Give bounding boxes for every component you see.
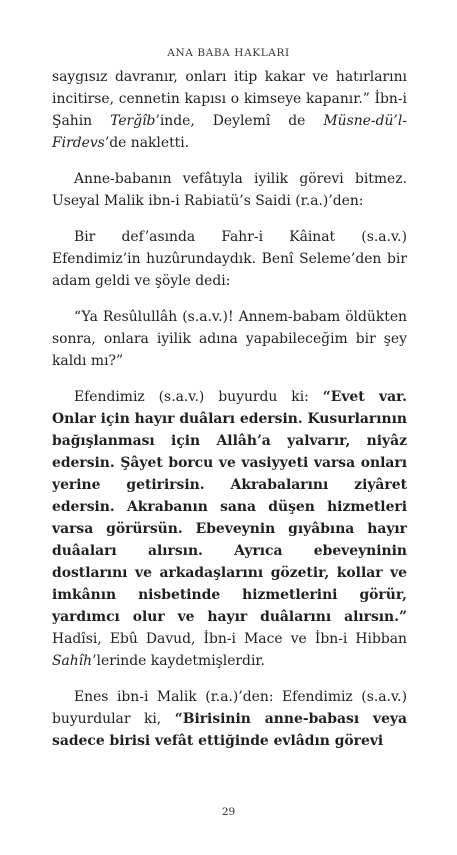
page-number: 29	[221, 806, 236, 818]
running-header: ANA BABA HAKLARI	[167, 47, 290, 59]
page-body	[52, 66, 407, 766]
hadith-quote: “Birisinin anne-babası veya sadece birisi vefât ettiğinde evlâdın görevi	[52, 711, 407, 749]
italic-title: Müsne-dü’l-Firdevs	[52, 113, 407, 151]
paragraph-6	[52, 686, 407, 752]
italic-title: Terğîb	[110, 113, 156, 129]
text-span: saygısız davranır, onları itip kakar ve hatırlarını incitirse, cennetin kapısı o kimseye kapanır.” İbn-i Şahin	[52, 69, 407, 129]
paragraph-4: “Ya Resûlullâh (s.a.v.)! Annem-babam öldükten sonra, onlara iyilik adına yapabileceğim bir şey kaldı mı?”	[52, 309, 407, 369]
text-span: ’de nakletti.	[104, 135, 190, 151]
text-span: Hadîsi, Ebû Davud, İbn-i Mace ve İbn-i Hibban	[52, 631, 407, 647]
text-span: ’inde, Deylemî de	[155, 113, 324, 129]
text-span: Efendimiz (s.a.v.) buyurdu ki:	[74, 389, 323, 405]
paragraph-2: Anne-babanın vefâtıyla iyilik görevi bitmez. Useyal Malik ibn-i Rabiatü’s Saidi (r.a.)’den:	[52, 171, 407, 209]
text-span: Enes ibn-i Malik (r.a.)’den: Efendimiz (s.a.v.) buyurdular ki,	[52, 689, 407, 727]
text-span: ’lerinde kaydetmişlerdir.	[92, 653, 265, 669]
paragraph-5	[52, 386, 407, 672]
italic-title: Sahîh	[52, 653, 93, 669]
hadith-quote: “Evet var. Onlar için hayır duâları edersin. Kusurlarının bağışlanması için Allâh’a yalvarır, niyâz edersin. Şâyet borcu ve vasiyyeti varsa onları yerine getirirsin. Akrabalarını ziyâret edersin. Akrabanın sana düşen hizmetleri varsa görürsün. Ebeveynin gıyâbına hayır duâaları alırsın. Ayrıca ebeveyninin dostlarını ve arkadaşlarını gözetir, kollar ve imkânın nisbetinde hizmetlerini görür, yardımcı olur ve hayır duâlarını alırsın.”	[52, 389, 407, 625]
paragraph-1	[52, 66, 407, 154]
paragraph-3: Bir def’asında Fahr-i Kâinat (s.a.v.) Efendimiz’in huzûrundaydık. Benî Seleme’den bir adam geldi ve şöyle dedi:	[52, 229, 407, 289]
